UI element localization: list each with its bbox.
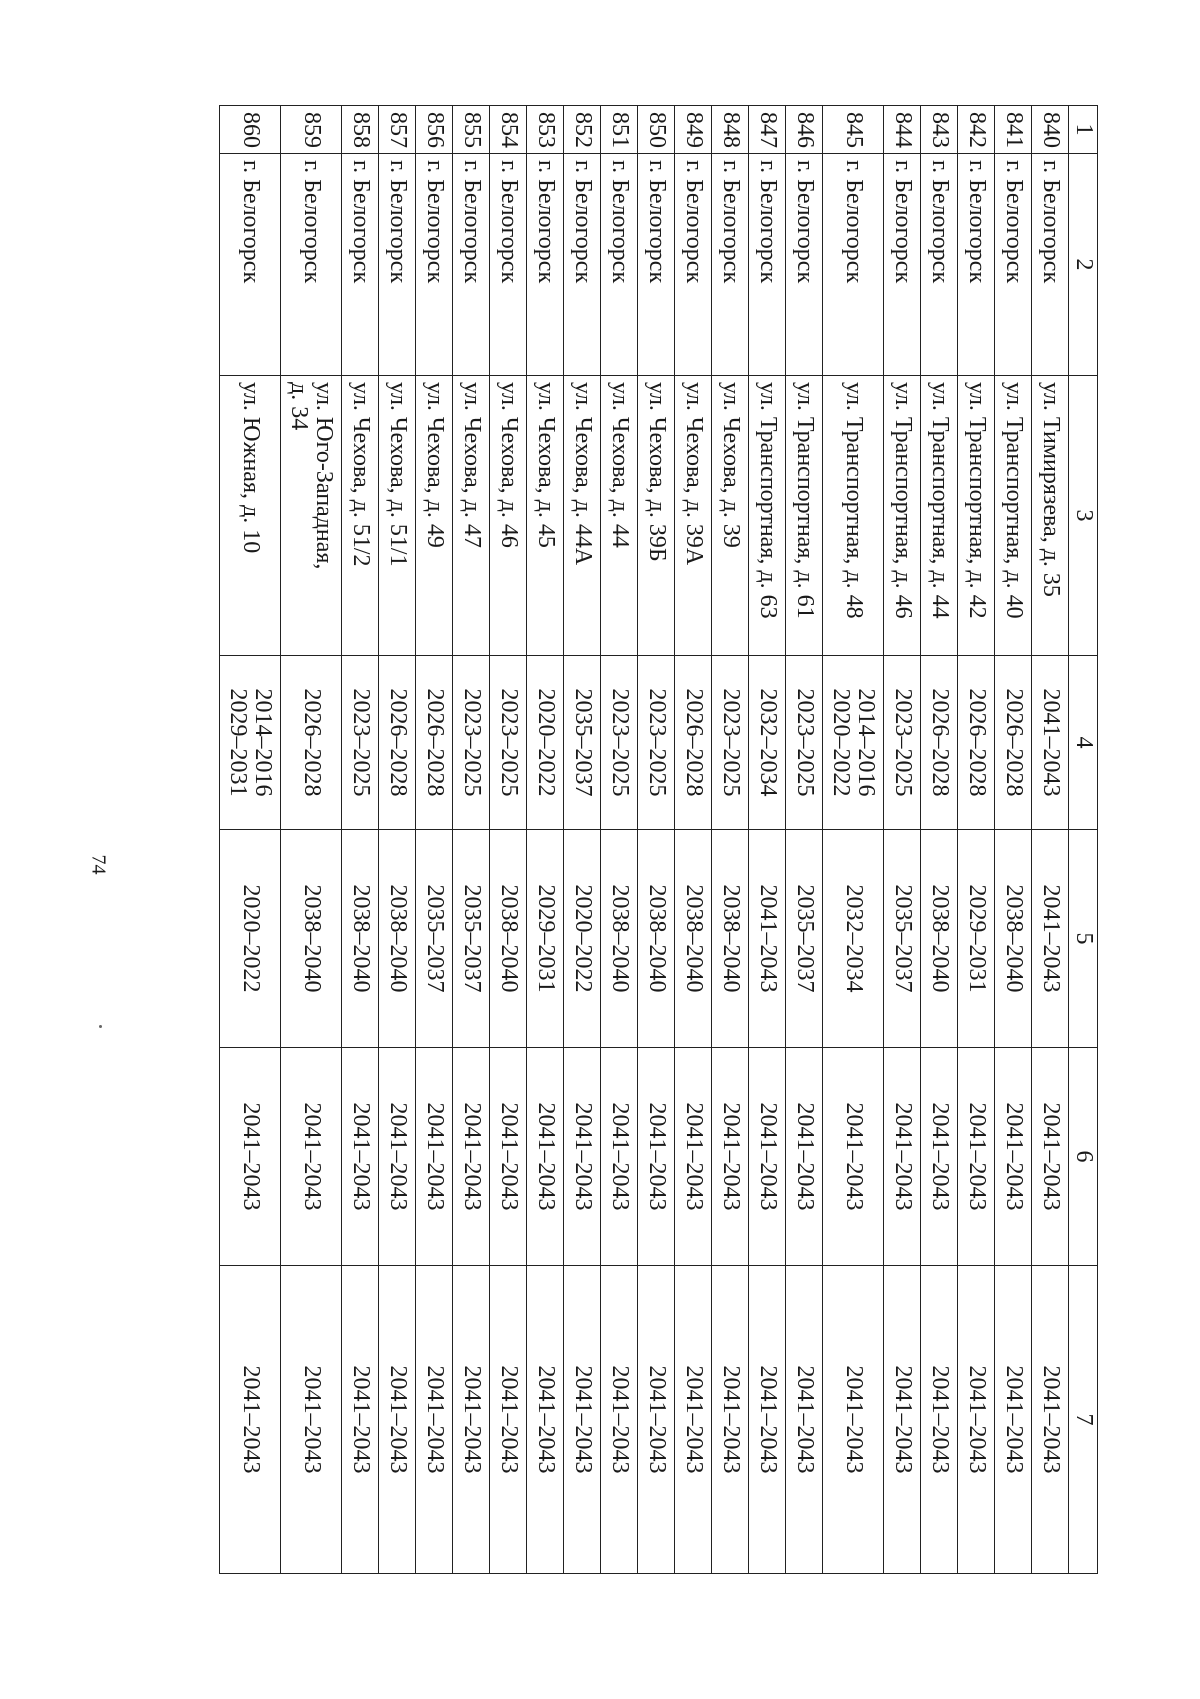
period-cell: 2023–2025 <box>342 656 379 830</box>
address-cell: ул. Транспортная, д. 44 <box>921 376 958 656</box>
period-cell: 2038–2040 <box>995 830 1032 1048</box>
city-cell: г. Белогорск <box>749 154 786 376</box>
period-cell: 2041–2043 <box>490 1048 527 1266</box>
period-cell: 2041–2043 <box>823 1048 884 1266</box>
period-cell: 2038–2040 <box>712 830 749 1048</box>
address-cell: ул. Чехова, д. 39Б <box>638 376 675 656</box>
period-cell: 2041–2043 <box>1032 1048 1069 1266</box>
column-header: 5 <box>1069 830 1098 1048</box>
period-cell: 2041–2043 <box>342 1266 379 1574</box>
city-cell: г. Белогорск <box>921 154 958 376</box>
column-header: 7 <box>1069 1266 1098 1574</box>
table-row <box>527 106 564 1574</box>
period-cell: 2038–2040 <box>281 830 342 1048</box>
period-cell: 2041–2043 <box>220 1266 281 1574</box>
city-cell: г. Белогорск <box>638 154 675 376</box>
period-cell: 2041–2043 <box>749 1048 786 1266</box>
period-cell: 2041–2043 <box>786 1048 823 1266</box>
address-cell: ул. Южная, д. 10 <box>220 376 281 656</box>
row-number: 840 <box>1032 106 1069 154</box>
period-cell: 2041–2043 <box>823 1266 884 1574</box>
period-cell: 2041–2043 <box>921 1266 958 1574</box>
period-cell <box>823 656 884 830</box>
table-row <box>638 106 675 1574</box>
address-cell: ул. Чехова, д. 44 <box>601 376 638 656</box>
period-cell: 2041–2043 <box>601 1266 638 1574</box>
period-cell: 2041–2043 <box>416 1266 453 1574</box>
address-cell: ул. Тимирязева, д. 35 <box>1032 376 1069 656</box>
table-row <box>453 106 490 1574</box>
period-cell: 2041–2043 <box>995 1266 1032 1574</box>
table-row <box>601 106 638 1574</box>
period-cell: 2041–2043 <box>564 1266 601 1574</box>
address-cell: ул. Чехова, д. 51/1 <box>379 376 416 656</box>
period-cell: 2026–2028 <box>416 656 453 830</box>
address-cell: ул. Транспортная, д. 40 <box>995 376 1032 656</box>
period-cell: 2041–2043 <box>712 1048 749 1266</box>
table-row <box>564 106 601 1574</box>
city-cell: г. Белогорск <box>220 154 281 376</box>
city-cell: г. Белогорск <box>453 154 490 376</box>
scan-speck <box>99 1025 102 1028</box>
address-cell: ул. Транспортная, д. 48 <box>823 376 884 656</box>
city-cell: г. Белогорск <box>1032 154 1069 376</box>
period-cell: 2041–2043 <box>527 1266 564 1574</box>
period-cell: 2041–2043 <box>379 1048 416 1266</box>
table-row <box>884 106 921 1574</box>
period-cell: 2041–2043 <box>712 1266 749 1574</box>
period-cell: 2041–2043 <box>921 1048 958 1266</box>
period-cell: 2029–2031 <box>958 830 995 1048</box>
table-row <box>220 106 281 1574</box>
table-row <box>712 106 749 1574</box>
period-line: 2014–2016 <box>853 688 880 797</box>
table-row <box>281 106 342 1574</box>
period-cell: 2029–2031 <box>527 830 564 1048</box>
period-cell: 2041–2043 <box>749 830 786 1048</box>
period-cell: 2020–2022 <box>220 830 281 1048</box>
period-cell: 2041–2043 <box>884 1266 921 1574</box>
period-cell: 2023–2025 <box>712 656 749 830</box>
table-row <box>379 106 416 1574</box>
period-cell: 2041–2043 <box>675 1048 712 1266</box>
table-row <box>786 106 823 1574</box>
period-cell: 2041–2043 <box>1032 830 1069 1048</box>
row-number: 853 <box>527 106 564 154</box>
row-number: 852 <box>564 106 601 154</box>
city-cell: г. Белогорск <box>712 154 749 376</box>
period-cell: 2020–2022 <box>527 656 564 830</box>
city-cell: г. Белогорск <box>527 154 564 376</box>
column-header: 2 <box>1069 154 1098 376</box>
period-cell: 2023–2025 <box>638 656 675 830</box>
row-number: 842 <box>958 106 995 154</box>
city-cell: г. Белогорск <box>823 154 884 376</box>
city-cell: г. Белогорск <box>884 154 921 376</box>
row-number: 854 <box>490 106 527 154</box>
row-number: 858 <box>342 106 379 154</box>
period-cell: 2041–2043 <box>281 1266 342 1574</box>
period-cell: 2041–2043 <box>638 1048 675 1266</box>
period-cell: 2023–2025 <box>601 656 638 830</box>
table-row <box>958 106 995 1574</box>
period-cell: 2023–2025 <box>786 656 823 830</box>
column-header: 4 <box>1069 656 1098 830</box>
period-cell: 2035–2037 <box>416 830 453 1048</box>
row-number: 857 <box>379 106 416 154</box>
column-header: 3 <box>1069 376 1098 656</box>
period-cell: 2041–2043 <box>958 1266 995 1574</box>
period-cell: 2041–2043 <box>453 1048 490 1266</box>
city-cell: г. Белогорск <box>786 154 823 376</box>
row-number: 860 <box>220 106 281 154</box>
period-cell: 2041–2043 <box>527 1048 564 1266</box>
city-cell: г. Белогорск <box>564 154 601 376</box>
period-cell: 2038–2040 <box>379 830 416 1048</box>
column-header: 6 <box>1069 1048 1098 1266</box>
city-cell: г. Белогорск <box>416 154 453 376</box>
period-cell: 2041–2043 <box>281 1048 342 1266</box>
city-cell: г. Белогорск <box>342 154 379 376</box>
city-cell: г. Белогорск <box>281 154 342 376</box>
period-cell: 2041–2043 <box>453 1266 490 1574</box>
period-cell: 2041–2043 <box>416 1048 453 1266</box>
period-cell: 2041–2043 <box>342 1048 379 1266</box>
period-cell: 2041–2043 <box>786 1266 823 1574</box>
period-cell: 2041–2043 <box>220 1048 281 1266</box>
address-cell: ул. Чехова, д. 51/2 <box>342 376 379 656</box>
period-cell: 2038–2040 <box>638 830 675 1048</box>
period-cell: 2038–2040 <box>490 830 527 1048</box>
period-cell <box>220 656 281 830</box>
address-cell: ул. Чехова, д. 46 <box>490 376 527 656</box>
table-row <box>416 106 453 1574</box>
period-line: 2029–2031 <box>225 688 251 797</box>
city-cell: г. Белогорск <box>601 154 638 376</box>
city-cell: г. Белогорск <box>490 154 527 376</box>
row-number: 848 <box>712 106 749 154</box>
period-cell: 2041–2043 <box>564 1048 601 1266</box>
period-cell: 2041–2043 <box>995 1048 1032 1266</box>
period-cell: 2041–2043 <box>1032 656 1069 830</box>
period-cell: 2020–2022 <box>564 830 601 1048</box>
address-cell: ул. Транспортная, д. 63 <box>749 376 786 656</box>
period-cell: 2035–2037 <box>453 830 490 1048</box>
row-number: 847 <box>749 106 786 154</box>
period-cell: 2023–2025 <box>453 656 490 830</box>
address-cell: ул. Чехова, д. 45 <box>527 376 564 656</box>
period-cell: 2041–2043 <box>379 1266 416 1574</box>
period-cell: 2041–2043 <box>1032 1266 1069 1574</box>
period-cell: 2026–2028 <box>995 656 1032 830</box>
address-cell: ул. Чехова, д. 47 <box>453 376 490 656</box>
period-cell: 2041–2043 <box>749 1266 786 1574</box>
period-cell: 2023–2025 <box>490 656 527 830</box>
address-cell <box>281 376 342 656</box>
address-cell: ул. Транспортная, д. 61 <box>786 376 823 656</box>
period-cell: 2041–2043 <box>601 1048 638 1266</box>
period-cell: 2035–2037 <box>786 830 823 1048</box>
schedule-table <box>219 105 1098 1574</box>
page-number: 74 <box>87 854 110 875</box>
period-cell: 2035–2037 <box>884 830 921 1048</box>
period-line: 2020–2022 <box>828 688 854 797</box>
row-number: 845 <box>823 106 884 154</box>
row-number: 856 <box>416 106 453 154</box>
row-number: 850 <box>638 106 675 154</box>
period-cell: 2035–2037 <box>564 656 601 830</box>
row-number: 841 <box>995 106 1032 154</box>
rotated-table-container <box>219 105 1098 1573</box>
row-number: 859 <box>281 106 342 154</box>
address-cell: ул. Чехова, д. 39 <box>712 376 749 656</box>
period-cell: 2026–2028 <box>675 656 712 830</box>
table-row <box>490 106 527 1574</box>
table-row <box>1032 106 1069 1574</box>
period-line: 2014–2016 <box>250 688 277 797</box>
period-cell: 2038–2040 <box>921 830 958 1048</box>
city-cell: г. Белогорск <box>675 154 712 376</box>
table-header-row <box>1069 106 1098 1574</box>
period-cell: 2038–2040 <box>675 830 712 1048</box>
period-cell: 2041–2043 <box>884 1048 921 1266</box>
table-row <box>921 106 958 1574</box>
table-row <box>749 106 786 1574</box>
period-cell: 2041–2043 <box>675 1266 712 1574</box>
address-cell: ул. Транспортная, д. 46 <box>884 376 921 656</box>
address-cell: ул. Чехова, д. 39А <box>675 376 712 656</box>
city-cell: г. Белогорск <box>995 154 1032 376</box>
city-cell: г. Белогорск <box>958 154 995 376</box>
city-cell: г. Белогорск <box>379 154 416 376</box>
table-row <box>823 106 884 1574</box>
row-number: 846 <box>786 106 823 154</box>
row-number: 849 <box>675 106 712 154</box>
row-number: 851 <box>601 106 638 154</box>
row-number: 855 <box>453 106 490 154</box>
row-number: 843 <box>921 106 958 154</box>
address-line: ул. Юго-Западная, <box>311 382 338 570</box>
period-cell: 2026–2028 <box>958 656 995 830</box>
address-cell: ул. Транспортная, д. 42 <box>958 376 995 656</box>
address-cell: ул. Чехова, д. 49 <box>416 376 453 656</box>
column-header: 1 <box>1069 106 1098 154</box>
row-number: 844 <box>884 106 921 154</box>
period-cell: 2026–2028 <box>379 656 416 830</box>
period-cell: 2041–2043 <box>638 1266 675 1574</box>
period-cell: 2038–2040 <box>601 830 638 1048</box>
table-row <box>675 106 712 1574</box>
address-line: д. 34 <box>286 382 312 431</box>
period-cell: 2041–2043 <box>958 1048 995 1266</box>
period-cell: 2032–2034 <box>749 656 786 830</box>
table-row <box>995 106 1032 1574</box>
address-cell: ул. Чехова, д. 44А <box>564 376 601 656</box>
table-row <box>342 106 379 1574</box>
period-cell: 2026–2028 <box>281 656 342 830</box>
period-cell: 2023–2025 <box>884 656 921 830</box>
period-cell: 2041–2043 <box>490 1266 527 1574</box>
period-cell: 2032–2034 <box>823 830 884 1048</box>
period-cell: 2026–2028 <box>921 656 958 830</box>
period-cell: 2038–2040 <box>342 830 379 1048</box>
